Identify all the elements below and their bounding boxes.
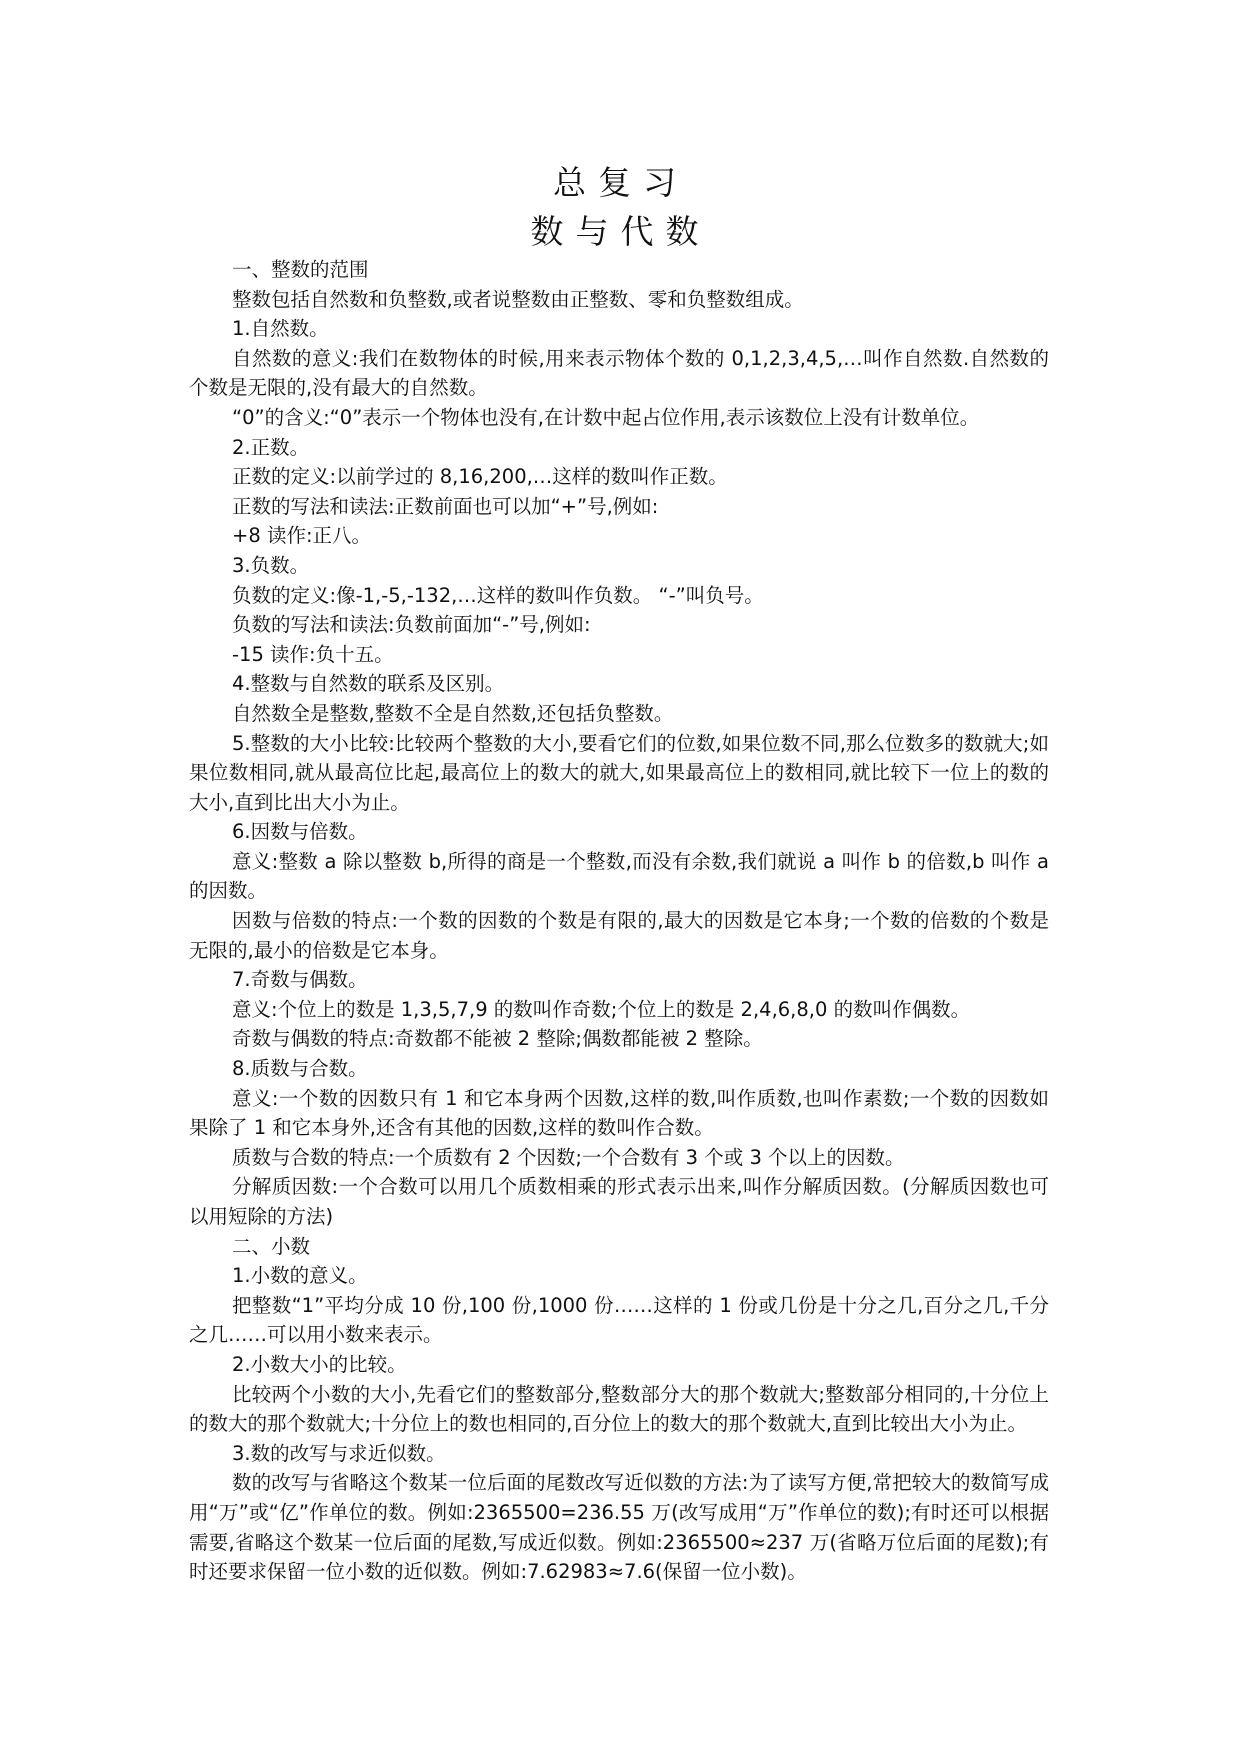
paragraph: -15 读作:负十五。 (232, 642, 394, 666)
paragraph: “0”的含义:“0”表示一个物体也没有,在计数中起占位作用,表示该数位上没有计数单位。 (232, 405, 980, 429)
paragraph: 整数包括自然数和负整数,或者说整数由正整数、零和负整数组成。 (232, 287, 804, 311)
paragraph: 正数的定义:以前学过的 8,16,200,…这样的数叫作正数。 (232, 465, 728, 489)
subsection-heading: 1.自然数。 (232, 317, 329, 341)
subsection-heading: 4.整数与自然数的联系及区别。 (232, 672, 505, 696)
subsection-heading: 7.奇数与偶数。 (232, 968, 368, 992)
paragraph: 自然数的意义:我们在数物体的时候,用来表示物体个数的 0,1,2,3,4,5,…叫作自然数.自然数的个数是无限的,没有最大的自然数。 (189, 346, 1049, 400)
paragraph: 意义:一个数的因数只有 1 和它本身两个因数,这样的数,叫作质数,也叫作素数;一个数的因数如果除了 1 和它本身外,还含有其他的因数,这样的数叫作合数。 (189, 1086, 1049, 1140)
paragraph: 比较两个小数的大小,先看它们的整数部分,整数部分大的那个数就大;整数部分相同的,十分位上的数大的那个数就大;十分位上的数也相同的,百分位上的数大的那个数就大,直到比较出大小为止。 (189, 1382, 1049, 1436)
paragraph: 负数的定义:像-1,-5,-132,…这样的数叫作负数。 “-”叫负号。 (232, 583, 764, 607)
paragraph: 数的改写与省略这个数某一位后面的尾数改写近似数的方法:为了读写方便,常把较大的数简写成用“万”或“亿”作单位的数。例如:2365500=236.55 万(改写成用“万”作单位的数);有时还可以根据需要,省略这个数某一位后面的尾数,写成近似数。例如:2365500≈237 万(省略万位后面的尾数);有时还要求保留一位小数的近似数。例如:7.62983≈7.6(保留一位小数)。 (189, 1471, 1049, 1584)
paragraph: 把整数“1”平均分成 10 份,100 份,1000 份……这样的 1 份或几份是十分之几,百分之几,千分之几……可以用小数来表示。 (189, 1293, 1049, 1347)
paragraph: 意义:整数 a 除以整数 b,所得的商是一个整数,而没有余数,我们就说 a 叫作 b 的倍数,b 叫作 a 的因数。 (189, 849, 1049, 903)
paragraph: +8 读作:正八。 (232, 524, 372, 548)
document-subtitle: 数与代数 (530, 212, 711, 251)
paragraph: 因数与倍数的特点:一个数的因数的个数是有限的,最大的因数是它本身;一个数的倍数的个数是无限的,最小的倍数是它本身。 (189, 909, 1049, 962)
subsection-heading: 2.正数。 (232, 435, 310, 459)
section-heading: 一、整数的范围 (232, 258, 369, 281)
subsection-heading: 6.因数与倍数。 (232, 820, 368, 844)
section-heading: 二、小数 (232, 1234, 311, 1258)
document-body (189, 255, 1049, 1587)
subsection-heading: 3.负数。 (232, 553, 310, 577)
document-title: 总复习 (553, 163, 688, 202)
subsection-heading: 2.小数大小的比较。 (232, 1352, 407, 1376)
paragraph: 自然数全是整数,整数不全是自然数,还包括负整数。 (232, 701, 674, 725)
paragraph: 奇数与偶数的特点:奇数都不能被 2 整除;偶数都能被 2 整除。 (232, 1027, 763, 1051)
subsection-heading: 1.小数的意义。 (232, 1264, 368, 1288)
paragraph: 质数与合数的特点:一个质数有 2 个因数;一个合数有 3 个或 3 个以上的因数。 (232, 1145, 905, 1169)
subsection-heading: 3.数的改写与求近似数。 (232, 1441, 446, 1465)
paragraph: 正数的写法和读法:正数前面也可以加“+”号,例如: (232, 494, 659, 518)
subsection-heading: 8.质数与合数。 (232, 1057, 368, 1081)
paragraph: 负数的写法和读法:负数前面加“-”号,例如: (232, 613, 591, 637)
paragraph: 分解质因数:一个合数可以用几个质数相乘的形式表示出来,叫作分解质因数。(分解质因数也可以用短除的方法) (189, 1175, 1049, 1228)
paragraph: 5.整数的大小比较:比较两个整数的大小,要看它们的位数,如果位数不同,那么位数多的数就大;如果位数相同,就从最高位比起,最高位上的数大的就大,如果最高位上的数相同,就比较下一位上的数的大小,直到比出大小为止。 (189, 731, 1049, 814)
paragraph: 意义:个位上的数是 1,3,5,7,9 的数叫作奇数;个位上的数是 2,4,6,8,0 的数叫作偶数。 (232, 997, 971, 1021)
